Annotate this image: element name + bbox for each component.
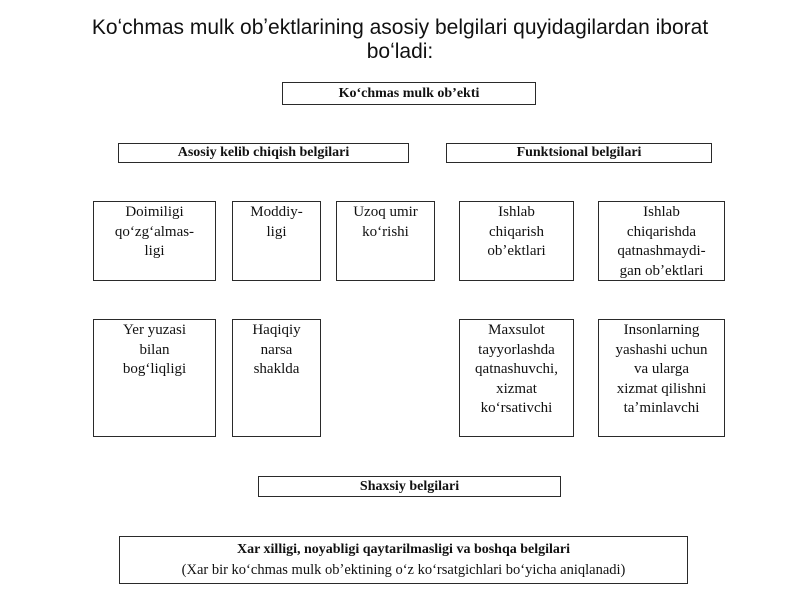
root-node: Koʻchmas mulk obʼekti — [282, 82, 536, 105]
functional-item-non-production-objects: Ishlab chiqarishda qatnashmaydi- gan obʼektlari — [598, 201, 725, 281]
slide-title — [40, 16, 760, 64]
functional-item-living-service: Insonlarning yashashi uchun va ularga xizmat qilishni taʼminlavchi — [598, 319, 725, 437]
origin-item-materiality: Moddiy- ligi — [232, 201, 321, 281]
personal-features-header: Shaxsiy belgilari — [258, 476, 561, 497]
origin-item-longevity: Uzoq umir koʻrishi — [336, 201, 435, 281]
slide-title-line-1: Koʻchmas mulk obʼektlarining asosiy belgilari quyidagilardan iborat — [91, 16, 709, 39]
functional-item-production-objects: Ishlab chiqarish obʼektlari — [459, 201, 574, 281]
footer-line-1: Xar xilligi, noyabligi qaytarilmasligi va boshqa belgilari — [236, 542, 571, 557]
functional-features-header: Funktsional belgilari — [446, 143, 712, 163]
footer-line-2: (Xar bir koʻchmas mulk obʼektining oʻz koʻrsatgichlari boʻyicha aniqlanadi) — [181, 562, 626, 578]
origin-item-immovability: Doimiligi qoʻzgʻalmas- ligi — [93, 201, 216, 281]
slide-title-line-2: boʻladi: — [366, 40, 434, 63]
origin-item-real-form: Haqiqiy narsa shaklda — [232, 319, 321, 437]
functional-item-product-service: Maxsulot tayyorlashda qatnashuvchi, xizmat koʻrsativchi — [459, 319, 574, 437]
origin-features-header: Asosiy kelib chiqish belgilari — [118, 143, 409, 163]
origin-item-land-connection: Yer yuzasi bilan bogʻliqligi — [93, 319, 216, 437]
footer-box — [119, 536, 688, 584]
